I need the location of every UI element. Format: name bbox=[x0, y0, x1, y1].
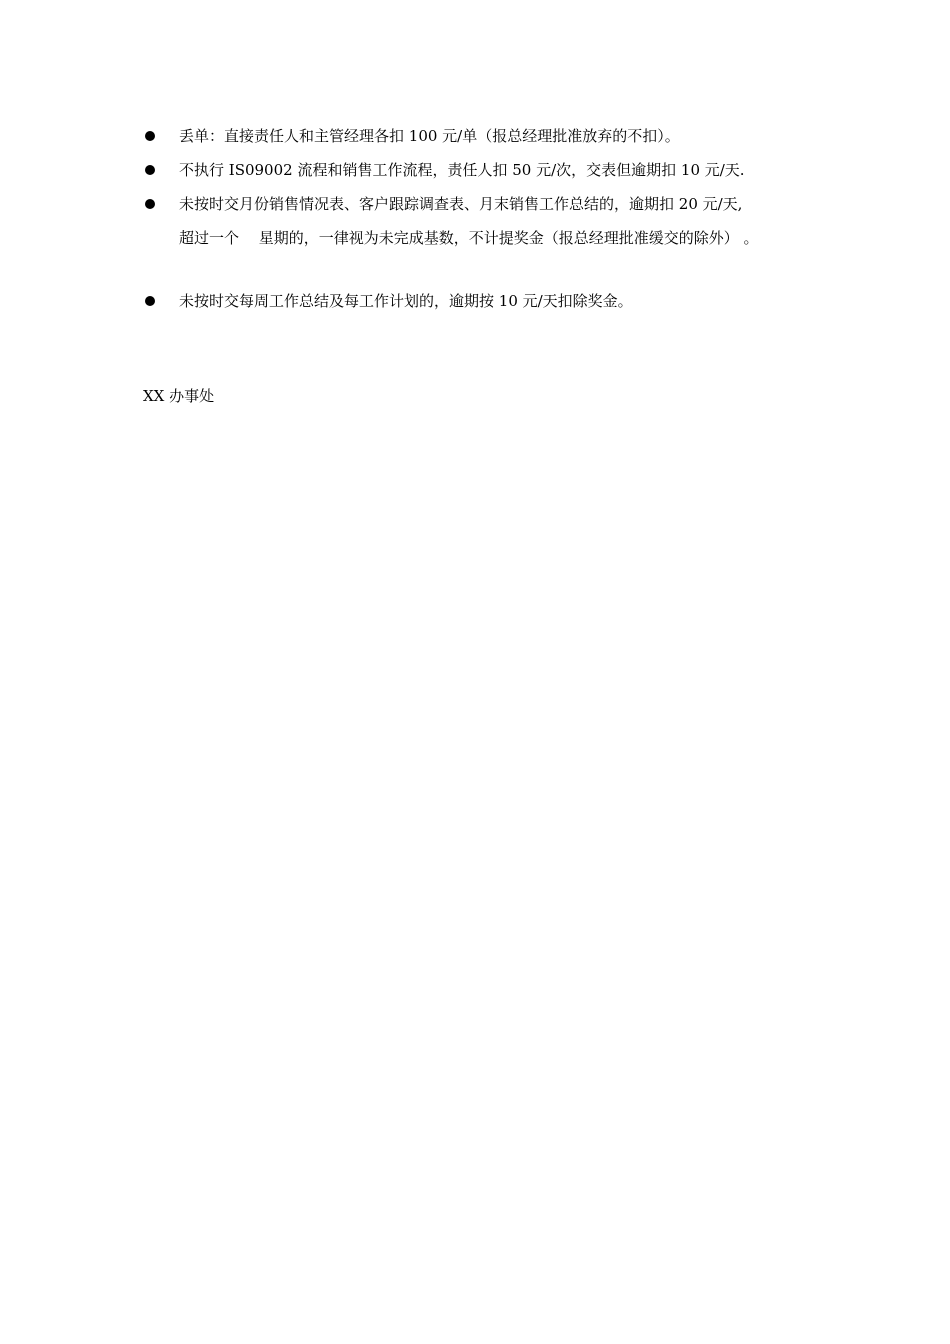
office-signature: XX 办事处 bbox=[143, 387, 215, 405]
bullet-icon bbox=[145, 131, 155, 141]
list-item-text: 未按时交月份销售情况表、客户跟踪调查表、月末销售工作总结的，逾期扣 20 元/天, bbox=[179, 195, 743, 213]
list-item bbox=[142, 289, 842, 313]
bullet-icon bbox=[145, 296, 155, 306]
list-item-text: 不执行 IS09002 流程和销售工作流程，责任人扣 50 元/次，交表但逾期扣 10 元/天. bbox=[179, 161, 745, 179]
list-item-text: 未按时交每周工作总结及每工作计划的，逾期按 10 元/天扣除奖金。 bbox=[179, 292, 633, 310]
list-item-continuation-text: 超过一个 星期的，一律视为未完成基数，不计提奖金（报总经理批准缓交的除外） 。 bbox=[179, 229, 759, 247]
list-item bbox=[142, 158, 842, 182]
bullet-icon bbox=[145, 165, 155, 175]
penalty-rules-list bbox=[142, 124, 842, 313]
list-item bbox=[142, 124, 842, 148]
bullet-icon bbox=[145, 199, 155, 209]
list-item bbox=[142, 192, 842, 250]
list-item-text: 丢单：直接责任人和主管经理各扣 100 元/单（报总经理批准放弃的不扣）。 bbox=[179, 127, 680, 145]
